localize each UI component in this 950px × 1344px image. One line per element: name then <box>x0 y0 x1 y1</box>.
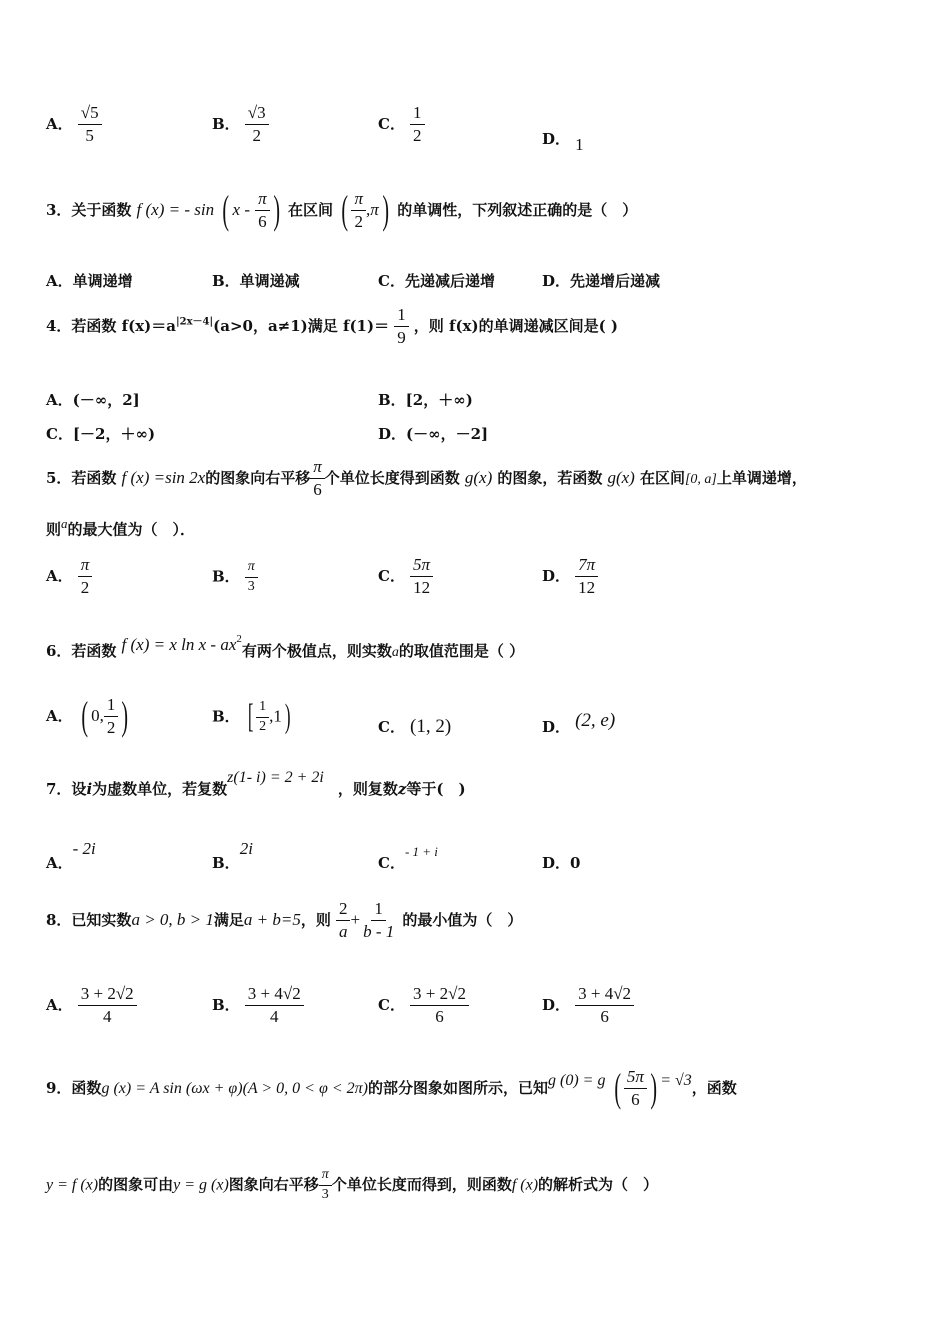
q5-option-b[interactable]: B． $\frac{\pi}{3}$ <box>212 560 258 594</box>
q3-option-d[interactable]: D．先递增后递减 <box>542 272 661 290</box>
q6-stem: 6．若函数 f (x) = x ln x - $ax^2$有两个极值点，则实数a的取值范围是（ ） <box>46 632 525 660</box>
q3-option-a[interactable]: A．单调递增 <box>46 272 133 290</box>
q9-stem: 9．函数g (x) = A sin (ωx + φ)(A > 0, 0 < φ < 2π)的部分图象如图所示，已知g (0) = g ( $\frac{5\pi}{6}$ ) = √3，函数 <box>46 1065 737 1111</box>
q8-option-d[interactable]: D． $\frac{3 + 4√2}{6}$ <box>542 985 634 1026</box>
q6-option-c[interactable]: C． (1, 2) <box>378 716 452 737</box>
q8-option-b[interactable]: B． $\frac{3 + 4√2}{4}$ <box>212 985 304 1026</box>
q7-option-d[interactable]: D．0 <box>542 854 581 872</box>
q4-option-c[interactable]: C．[－2，＋∞) <box>46 425 156 443</box>
q2-b-fraction: $\frac{√3}{2}$ <box>245 104 269 145</box>
q6-option-a[interactable]: A． ( 0, $\frac{1}{2}$ ) <box>46 693 129 739</box>
q5-option-a[interactable]: A． $\frac{\pi}{2}$ <box>46 556 92 597</box>
q4-option-d[interactable]: D．(－∞，－2] <box>378 425 489 443</box>
q5-stem-line2: 则$^a$的最大值为（ ）． <box>46 516 196 539</box>
q4-option-a[interactable]: A．(－∞，2] <box>46 391 140 409</box>
q5-stem: 5．若函数 f (x) =sin 2x的图象向右平移 $\frac{\pi}{6}$ 个单位长度得到函数 g(x) 的图象，若函数 g(x) 在区间[0, a]上单调递增， <box>46 457 807 499</box>
q2-a-fraction: $\frac{√5}{5}$ <box>78 104 102 145</box>
q6-option-b[interactable]: B． [ $\frac{1}{2}$ ,1) <box>212 698 291 736</box>
q4-option-b[interactable]: B．[2，＋∞) <box>378 391 473 409</box>
q3-stem: 3．关于函数 f (x) = - sin ( x - $\frac{\pi}{6}$ ) 在区间 ( $\frac{\pi}{2}$ ,π) 的单调性，下列叙述正确的是（ ） <box>46 187 638 233</box>
q6-option-d[interactable]: D． (2, e) <box>542 710 616 736</box>
q8-option-c[interactable]: C． $\frac{3 + 2√2}{6}$ <box>378 985 469 1026</box>
q7-option-a[interactable]: A．- 2i <box>46 839 96 872</box>
q7-option-b[interactable]: B．2i <box>212 839 253 872</box>
q3-option-b[interactable]: B．单调递减 <box>212 272 300 290</box>
q4-stem: 4．若函数 $f(x)=a^{|2x-4|}(a>0$，a≠1)满足 f(1)＝ $\frac{1}{9}$ ，则 f(x)的单调递减区间是( ) <box>46 305 619 347</box>
q2-option-a[interactable]: A． $\frac{√5}{5}$ <box>46 104 102 145</box>
q2-c-fraction: $\frac{1}{2}$ <box>410 104 425 145</box>
q8-option-a[interactable]: A． $\frac{3 + 2√2}{4}$ <box>46 985 137 1026</box>
q9-stem-line2: y = f (x)的图象可由y = g (x)图象向右平移 $\frac{\pi}{3}$ 个单位长度而得到，则函数f (x)的解析式为（ ） <box>46 1167 659 1202</box>
q7-option-c[interactable]: C．- 1 + i <box>378 844 438 872</box>
q2-option-b[interactable]: B． $\frac{√3}{2}$ <box>212 104 269 145</box>
q7-stem: 7．设i为虚数单位，若复数z(1- i) = 2 + 2i，则复数z等于( ) <box>46 769 466 798</box>
q2-option-c[interactable]: C． $\frac{1}{2}$ <box>378 104 425 145</box>
q5-option-d[interactable]: D． $\frac{7\pi}{12}$ <box>542 556 598 597</box>
q5-option-c[interactable]: C． $\frac{5\pi}{12}$ <box>378 556 433 597</box>
q2-option-d[interactable]: D． 1 <box>542 130 584 154</box>
q8-stem: 8．已知实数a > 0, b > 1满足a + b=5，则 $\frac{2}{a}$ + $\frac{1}{b - 1}$ 的最小值为（ ） <box>46 899 523 941</box>
q3-option-c[interactable]: C．先递减后递增 <box>378 272 495 290</box>
